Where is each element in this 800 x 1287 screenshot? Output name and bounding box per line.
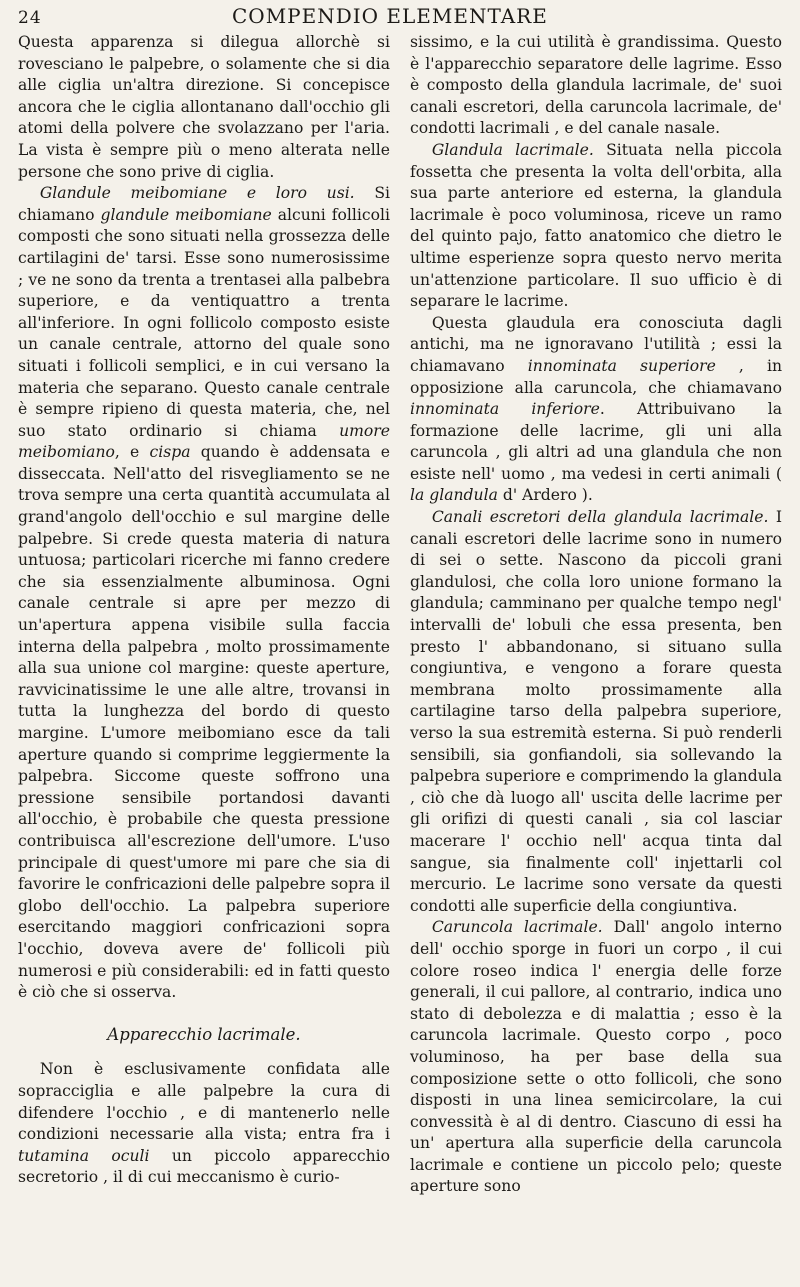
term: la glandula (410, 486, 498, 505)
paragraph-text: Situata nella piccola fossetta che presenta la volta dell'orbita, alla sua parte anteriore ed esterna, la glandula lacrimale è poco voluminosa, riceve un ramo del quinto pajo, fatto anatomico che dietro le ultime esperienze sopra questo nervo merita un'attenzione particolare. Il suo ufficio è di separare le lacrime. (410, 140, 782, 311)
subsection-heading: Glandula lacrimale. (431, 140, 594, 159)
term: cispa (149, 443, 191, 462)
page-number: 24 (18, 8, 42, 28)
subsection-heading: Caruncola lacrimale. (431, 918, 603, 937)
paragraph-text: Questa apparenza si dilegua allorchè si rovesciano le palpebre, o solamente che si dia alle ciglia un'altra direzione. Si concepisce ancora che le ciglia allontanano dall'occhio gli atomi della polvere che svolazzano per l'aria. La vista è sempre più o meno alterata nelle persone che sono prive di ciglia. (18, 33, 390, 181)
subsection-heading: Canali escretori della glandula lacrimale. (431, 508, 769, 527)
paragraph-text: d' Ardero ). (497, 486, 593, 505)
running-header (18, 4, 782, 32)
term: glandule meibomiane (100, 205, 272, 224)
paragraph-text: sissimo, e la cui utilità è grandissima. Questo è l'apparecchio separatore delle lagrime. Esso è composto della glandula lacrimale, de' suoi canali escretori, della caruncola lacrimale, de' condotti lacrimali , e del canale nasale. (410, 33, 782, 138)
section-title: Apparecchio lacrimale. (107, 1024, 301, 1044)
subsection-heading: Glandule meibomiane e loro usi. (39, 184, 355, 203)
paragraph-text: , e (114, 443, 150, 462)
paragraph-text: Si chiamano (18, 184, 390, 224)
paragraph-text: . Attribuivano la formazione delle lacrime, gli uni alla caruncola , gli altri ad una glandula che non esiste nell' uomo , ma vedesi in certi animali ( (410, 400, 782, 483)
paragraph (18, 32, 390, 183)
paragraph-text: un piccolo apparecchio secretorio , il di cui meccanismo è curio- (18, 1146, 390, 1187)
paragraph-text: Questa glaudula era conosciuta dagli antichi, ma ne ignoravano l'utilità ; essi la chiamavano (410, 313, 782, 375)
right-column (410, 32, 782, 1198)
term: tutamina oculi (18, 1146, 150, 1165)
running-title: COMPENDIO ELEMENTARE (232, 4, 548, 28)
paragraph (410, 32, 782, 140)
paragraph-text: Non è esclusivamente confidata alle sopracciglia e alle palpebre la cura di difendere l'occhio , e di mantenerlo nelle condizioni necessarie alla vista; entra fra i (18, 1060, 390, 1144)
paragraph-text: Dall' angolo interno dell' occhio sporge in fuori un corpo , il cui colore roseo indica l' energia delle forze generali, il cui pallore, al contrario, indica uno stato di debolezza e di malattia ; esso è la caruncola lacrimale. Questo corpo , poco voluminoso, ha per base della sua composizione sette o otto follicoli, che sono disposti in una linea semicircolare, la cui convessità è al di dentro. Ciascuno di essi ha un' apertura alla superficie della caruncola lacrimale e contiene un piccolo pelo; queste aperture sono (410, 918, 782, 1196)
paragraph-text: alcuni follicoli composti che sono situati nella grossezza delle cartilagini de' tarsi. Esse sono numerosissime ; ve ne sono da trenta a trentasei alla palbebra superiore, e da ventiquattro a trenta all'inferiore. In ogni follicolo composto esiste un canale centrale, attorno del quale sono situati i follicoli semplici, e in cui versano la materia che separano. Questo canale centrale è sempre ripieno di questa materia, che, nel suo stato ordinario si chiama (18, 205, 390, 440)
paragraph-text: , in opposizione alla caruncola, che chiamavano (410, 356, 783, 397)
text-columns (18, 32, 782, 1198)
term: innominata superiore (527, 356, 716, 375)
paragraph (410, 917, 782, 1198)
left-column (18, 32, 390, 1198)
paragraph (410, 140, 782, 313)
term: umore meibomiano (18, 421, 390, 462)
paragraph (18, 183, 390, 1004)
term: innominata inferiore (410, 400, 600, 419)
paragraph (18, 1059, 390, 1189)
paragraph (410, 313, 782, 507)
paragraph (410, 507, 782, 917)
paragraph-text: quando è addensata e disseccata. Nell'atto del risvegliamento se ne trova sempre una certa quantità accumulata al grand'angolo dell'occhio e sul margine delle palpebre. Si crede questa materia di natura untuosa; particolari ricerche mi fanno credere che sia essenzialmente albuminosa. Ogni canale centrale si apre per mezzo di un'apertura appena visibile sulla faccia interna della palpebra , molto prossimamente alla sua unione col margine: queste aperture, ravvicinatissime le une alle altre, trovansi in tutta la lunghezza del bordo di questo margine. L'umore meibomiano esce da tali aperture quando si comprime leggiermente la palpebra. Siccome queste soffrono una pressione sensibile portandosi davanti all'occhio, è probabile che questa pressione contribuisca all'escrezione dell'umore. L'uso principale di quest'umore mi pare che sia di favorire le confricazioni delle palpebre sopra il globo dell'occhio. La palpebra superiore esercitando maggiori confricazioni sopra l'occhio, doveva avere de' follicoli più numerosi e più considerabili: ed in fatti questo è ciò che si osserva. (18, 443, 390, 1002)
paragraph-text: I canali escretori delle lacrime sono in numero di sei o sette. Nascono da piccoli grani glandulosi, che colla loro unione formano la glandula; camminano per qualche tempo negl' intervalli de' lobuli che essa presenta, ben presto l' abbandonano, si situano sulla congiuntiva, e vengono a forare questa membrana molto prossimamente alla cartilagine tarso della palpebra superiore, verso la sua estremità esterna. Si può renderli sensibili, sia gonfiandoli, sia sollevando la palpebra superiore e comprimendo la glandula , ciò che dà luogo all' uscita delle lacrime per gli orifizi di questi canali , sia col lasciar macerare l' occhio nell' acqua tinta dal sangue, sia finalmente coll' injettarli col mercurio. Le lacrime sono versate da questi condotti alle superficie della congiuntiva. (410, 508, 782, 915)
